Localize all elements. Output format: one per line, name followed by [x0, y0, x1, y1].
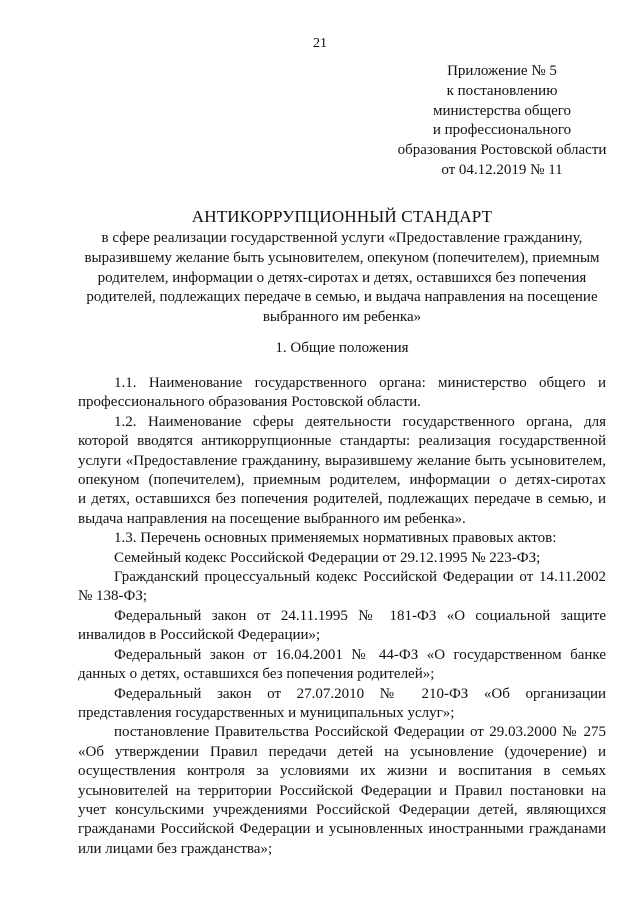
- paragraph-1-3: 1.3. Перечень основных применяемых нормативных правовых актов:: [114, 530, 557, 547]
- subtitle-line: выбранного им ребенка»: [262, 309, 422, 326]
- title-block: [78, 206, 606, 328]
- appendix-line: министерства общего: [432, 102, 572, 119]
- appendix-block: [390, 62, 614, 181]
- paragraph-1-2-continued: и детях, оставшихся без попечения родителей, подлежащих передаче в семью, и выдача направления на посещение выбранного им ребенка».: [78, 491, 606, 527]
- list-item: Федеральный закон от 24.11.1995 № 181-ФЗ «О социальной защите инвалидов в Российской Федерации»;: [78, 607, 606, 644]
- subtitle-line: выразившему желание быть усыновителем, опекуном (попечителем), приемным: [84, 249, 600, 266]
- list-item: постановление Правительства Российской Федерации от 29.03.2000 № 275 «Об утверждении Правил передачи детей на усыновление (удочерение) и осуществления контроля за условиями их жизни и воспитания в семьях усыновителей на территории Российской Федерации и Правил постановки на учет консульскими учреждениями Российской Федерации детей, являющихся гражданами Российской Федерации и усыновленных иностранными гражданами или лицами без гражданства»;: [78, 724, 606, 857]
- section-heading: 1. Общие положения: [275, 340, 409, 356]
- list-item: Федеральный закон от 27.07.2010 № 210-ФЗ «Об организации представления государственных и муниципальных услуг»;: [78, 685, 606, 721]
- appendix-line: образования Ростовской области: [397, 142, 607, 159]
- appendix-line: Приложение № 5: [447, 63, 557, 79]
- appendix-line: и профессионального: [432, 122, 572, 139]
- document-body: [78, 374, 606, 859]
- subtitle-line: родителей, подлежащих передаче в семью, и выдача направления на посещение: [86, 289, 598, 306]
- subtitle-line: в сфере реализации государственной услуги «Предоставление гражданину,: [101, 230, 583, 246]
- document-title: АНТИКОРРУПЦИОННЫЙ СТАНДАРТ: [191, 207, 493, 226]
- appendix-line: от 04.12.2019 № 11: [441, 161, 563, 178]
- paragraph-1-2: 1.2. Наименование сферы деятельности государственного органа, для которой вводятся антикоррупционные стандарты: реализация государственной услуги «Предоставление гражданину, выразившему желание быть усыновителем, опекуном (попечителем), приемным родителем, информации о детях-сиротах: [78, 413, 606, 489]
- appendix-line: к постановлению: [446, 82, 558, 99]
- list-item: Семейный кодекс Российской Федерации от 29.12.1995 № 223-ФЗ;: [114, 549, 541, 566]
- list-item: Федеральный закон от 16.04.2001 № 44-ФЗ «О государственном банке данных о детях, оставшихся без попечения родителей»;: [78, 646, 606, 683]
- page-number: 21: [313, 36, 327, 51]
- subtitle-line: родителем, информации о детях-сиротах и детях, оставшихся без попечения: [97, 269, 587, 286]
- list-item: Гражданский процессуальный кодекс Российской Федерации от 14.11.2002 № 138-ФЗ;: [78, 569, 606, 605]
- paragraph-1-1: 1.1. Наименование государственного органа: министерство общего и профессионального образования Ростовской области.: [78, 375, 606, 411]
